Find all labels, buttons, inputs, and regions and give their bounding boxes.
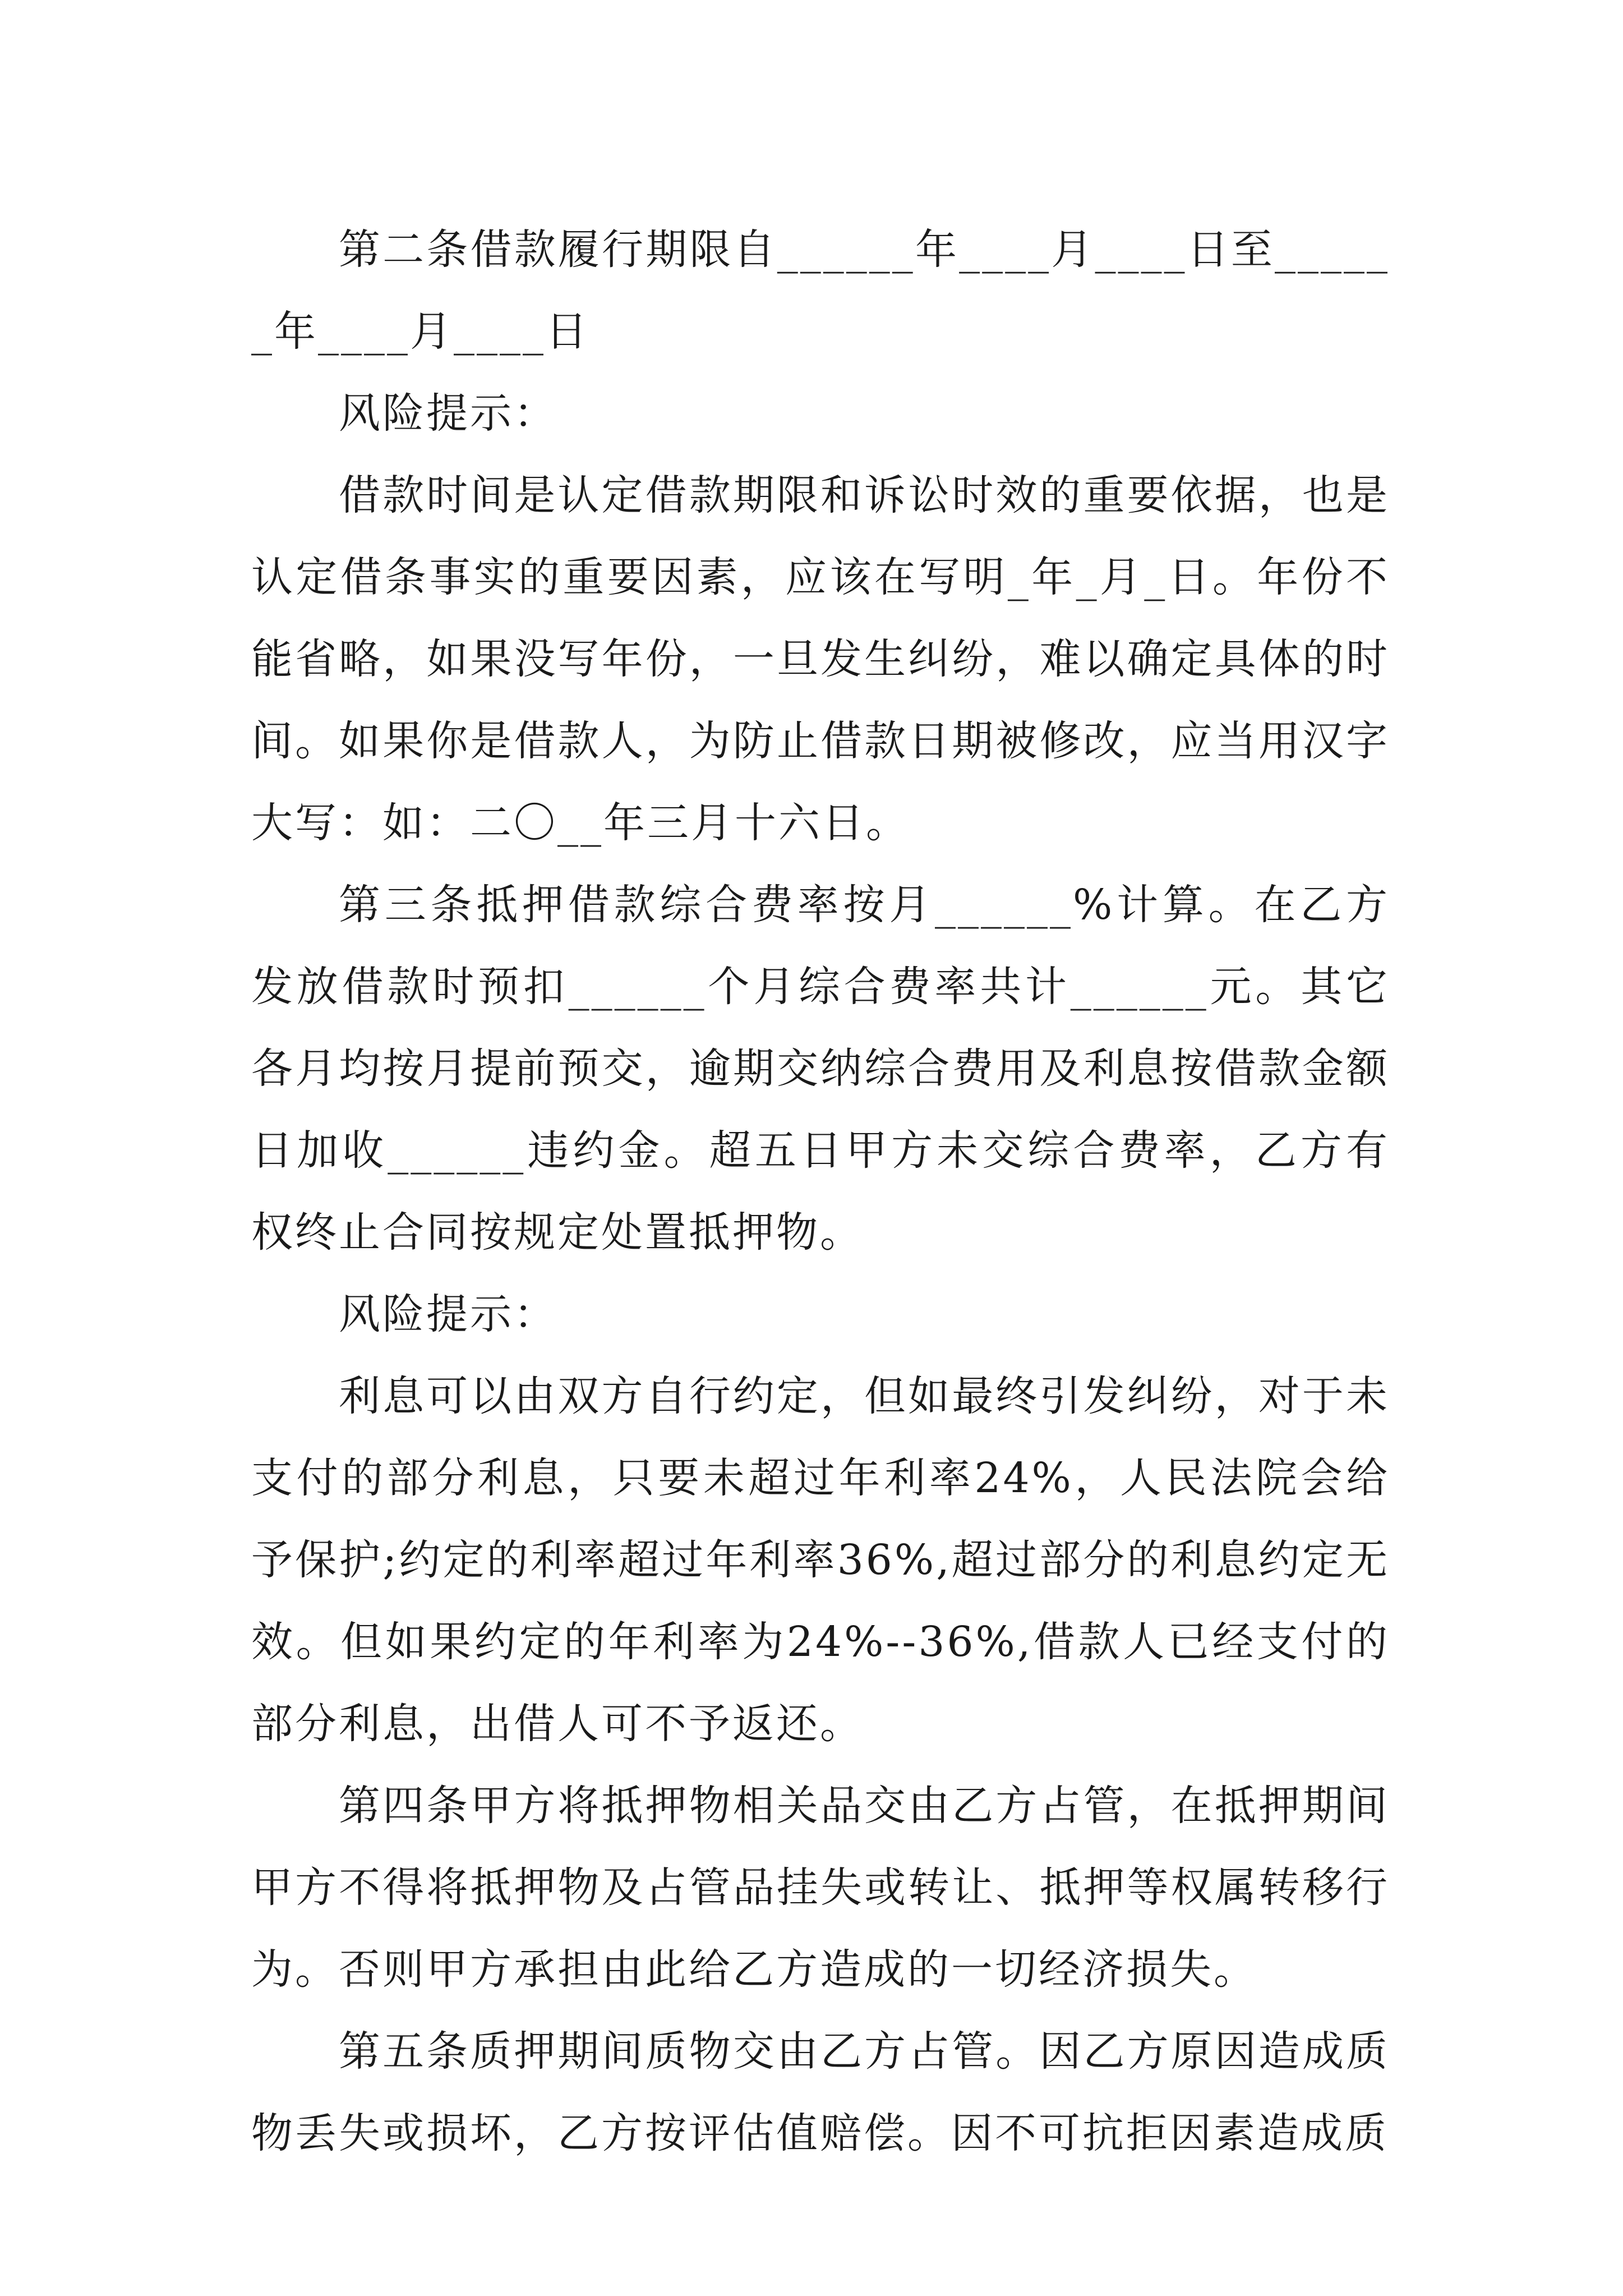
risk-notice-heading: 风险提示： [339,1290,557,1338]
risk-notice-interest: 利息可以由双方自行约定，但如最终引发纠纷，对于未支付的部分利息，只要未超过年利率24%，人民法院会给予保护;约定的利率超过年利率36%,超过部分的利息约定无效。但如果约定的年利率为24%--36%,借款人已经支付的部分利息，出借人可不予返还。 [251,1372,1390,1748]
clause-4-collateral: 第四条甲方将抵押物相关品交由乙方占管，在抵押期间甲方不得将抵押物及占管品挂失或转让、抵押等权属转移行为。否则甲方承担由此给乙方造成的一切经济损失。 [251,1782,1390,1994]
clause-2-loan-term: 第二条借款履行期限自______年____月____日至______年____月____日 [251,226,1390,356]
risk-notice-loan-date: 借款时间是认定借款期限和诉讼时效的重要依据，也是认定借条事实的重要因素，应该在写明_年_月_日。年份不能省略，如果没写年份，一旦发生纠纷，难以确定具体的时间。如果你是借款人，为防止借款日期被修改，应当用汉字大写：如：二〇__年三月十六日。 [251,471,1390,847]
clause-3-fee-rate: 第三条抵押借款综合费率按月______%计算。在乙方发放借款时预扣______个月综合费率共计______元。其它各月均按月提前预交，逾期交纳综合费用及利息按借款金额日加收______违约金。超五日甲方未交综合费率，乙方有权终止合同按规定处置抵押物。 [251,881,1390,1257]
document-body [251,209,1390,2174]
clause-5-pledge: 第五条质押期间质物交由乙方占管。因乙方原因造成质物丢失或损坏，乙方按评估值赔偿。因不可抗拒因素造成质 [251,2027,1390,2157]
risk-notice-heading: 风险提示： [339,389,557,438]
